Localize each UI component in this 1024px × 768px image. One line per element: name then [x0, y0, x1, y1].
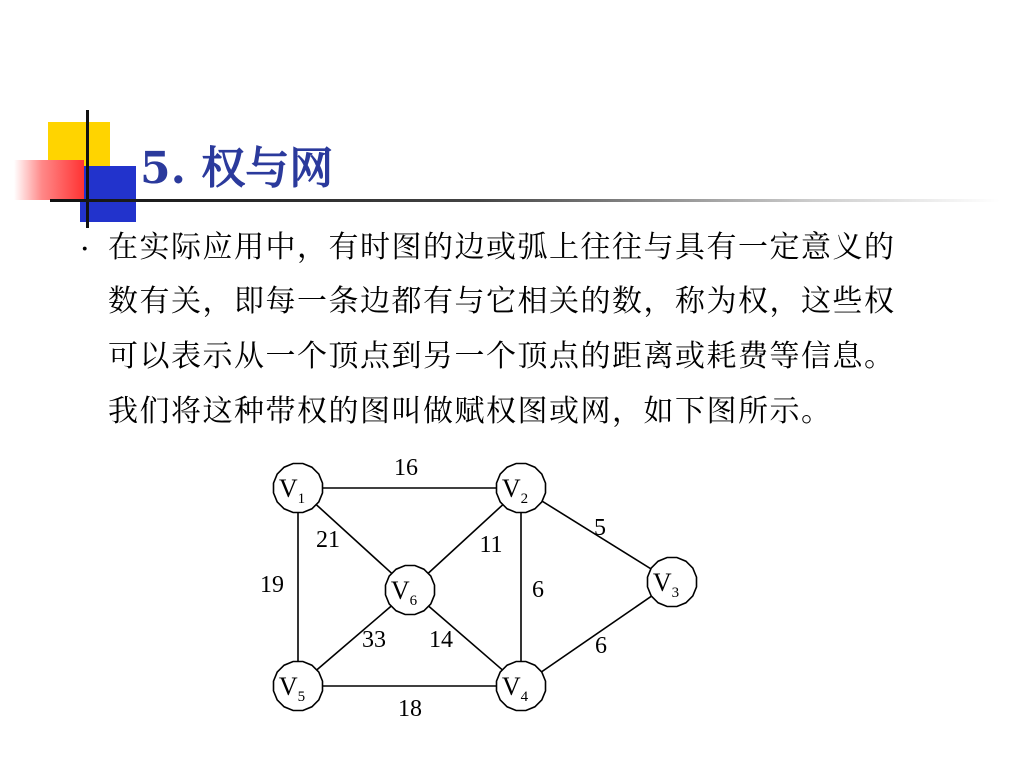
edge-weight-v5-v4: 18 — [398, 696, 422, 722]
node-letter: V — [278, 474, 298, 503]
edge-weight-v1-v5: 19 — [260, 572, 284, 598]
edge-weight-v3-v4: 6 — [595, 633, 607, 659]
node-letter: V — [501, 672, 521, 701]
node-subscript: 6 — [409, 593, 418, 609]
node-letter: V — [501, 474, 521, 503]
edge-weight-v1-v6: 21 — [316, 527, 340, 553]
edge-weight-v2-v4: 6 — [532, 577, 544, 603]
node-subscript: 5 — [297, 689, 306, 705]
node-letter: V — [652, 568, 672, 597]
paragraph-line-3: 可以表示从一个顶点到另一个顶点的距离或耗费等信息。 — [108, 339, 896, 374]
node-letter: V — [278, 672, 298, 701]
edge-weight-v2-v3: 5 — [594, 515, 606, 541]
slide-title: 5. 权与网 — [140, 143, 334, 194]
node-subscript: 4 — [520, 689, 529, 705]
paragraph-line-4: 我们将这种带权的图叫做赋权图或网，如下图所示。 — [108, 394, 833, 429]
node-subscript: 3 — [671, 585, 680, 601]
node-subscript: 2 — [520, 491, 529, 507]
node-letter: V — [390, 576, 410, 605]
edge-weight-v2-v6: 11 — [479, 532, 503, 558]
bullet-dot: · — [80, 232, 90, 267]
node-subscript: 1 — [297, 491, 306, 507]
edge-weight-v1-v2: 16 — [394, 455, 418, 481]
paragraph-line-1: 在实际应用中，有时图的边或弧上往往与具有一定意义的 — [108, 230, 896, 265]
paragraph-line-2: 数有关，即每一条边都有与它相关的数，称为权，这些权 — [108, 284, 896, 319]
edge-weight-v6-v5: 33 — [362, 627, 386, 653]
edge-weight-v6-v4: 14 — [429, 627, 453, 653]
